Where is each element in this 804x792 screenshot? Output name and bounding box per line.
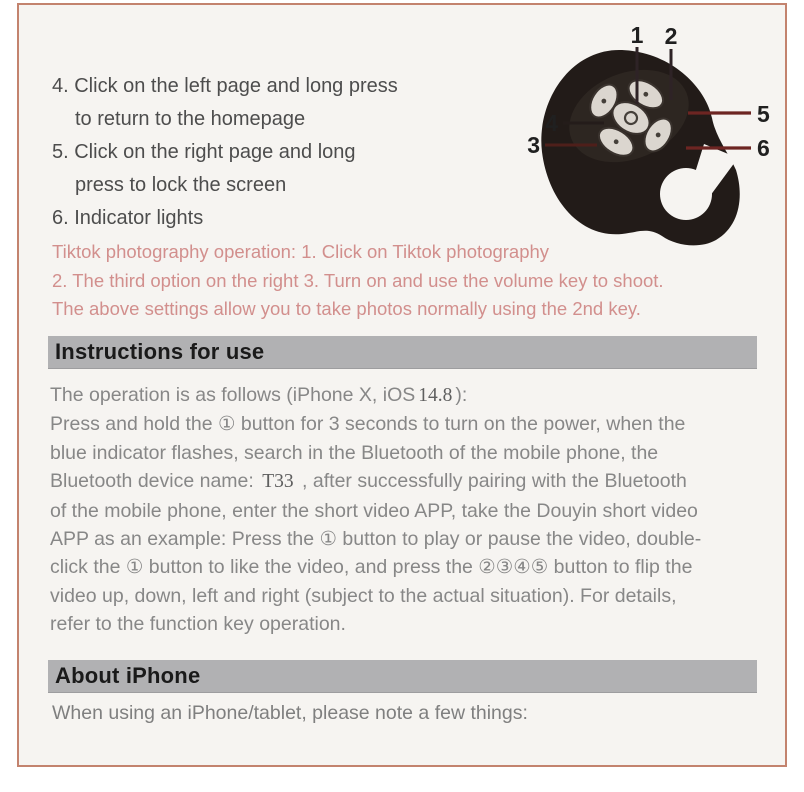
instructions-body — [50, 381, 770, 639]
section-title: Instructions for use — [55, 339, 265, 364]
section-header-about-iphone — [48, 660, 757, 692]
list-item: press to lock the screen — [75, 174, 287, 196]
text-span: The operation is as follows (iPhone X, iOS — [50, 384, 416, 406]
text-line: video up, down, left and right (subject to the actual situation). For details, — [50, 584, 677, 607]
ios-version: 14.8 — [418, 385, 453, 406]
bluetooth-device-name: T33 — [262, 471, 294, 493]
text-line — [50, 467, 770, 496]
text-line: of the mobile phone, enter the short video APP, take the Douyin short video — [50, 499, 698, 522]
text-line — [50, 381, 770, 410]
text-line: APP as an example: Press the ① button to play or pause the video, double- — [50, 528, 702, 551]
callout-label-3: 3 — [527, 132, 540, 158]
function-key-list — [52, 70, 472, 235]
note-line: Tiktok photography operation: 1. Click on Tiktok photography — [52, 241, 550, 262]
list-item: 4. Click on the left page and long press — [52, 75, 398, 97]
text-span: ): — [455, 384, 468, 406]
callout-label-4: 4 — [545, 110, 558, 136]
section-header-instructions — [48, 336, 757, 368]
list-item: 6. Indicator lights — [52, 207, 204, 229]
list-item: to return to the homepage — [75, 108, 306, 130]
callout-label-6: 6 — [757, 135, 770, 161]
callout-label-5: 5 — [757, 101, 770, 127]
about-iphone-body: When using an iPhone/tablet, please note a few things: — [52, 702, 528, 724]
note-line: The above settings allow you to take photos normally using the 2nd key. — [52, 298, 641, 319]
text-line: blue indicator flashes, search in the Bluetooth of the mobile phone, the — [50, 441, 659, 464]
ring-remote-illustration — [495, 12, 804, 252]
section-title: About iPhone — [55, 663, 201, 688]
note-line: 2. The third option on the right 3. Turn on and use the volume key to shoot. — [52, 269, 664, 291]
text-span: Bluetooth device name: — [50, 470, 260, 493]
list-item: 5. Click on the right page and long — [52, 141, 356, 163]
text-span: , after successfully pairing with the Bluetooth — [296, 470, 687, 493]
callout-label-2: 2 — [664, 23, 678, 49]
text-line: click the ① button to like the video, and press the ②③④⑤ button to flip the — [50, 556, 693, 579]
callout-label-1: 1 — [630, 22, 644, 48]
text-line: refer to the function key operation. — [50, 613, 346, 636]
text-line: Press and hold the ① button for 3 seconds to turn on the power, when the — [50, 413, 686, 436]
